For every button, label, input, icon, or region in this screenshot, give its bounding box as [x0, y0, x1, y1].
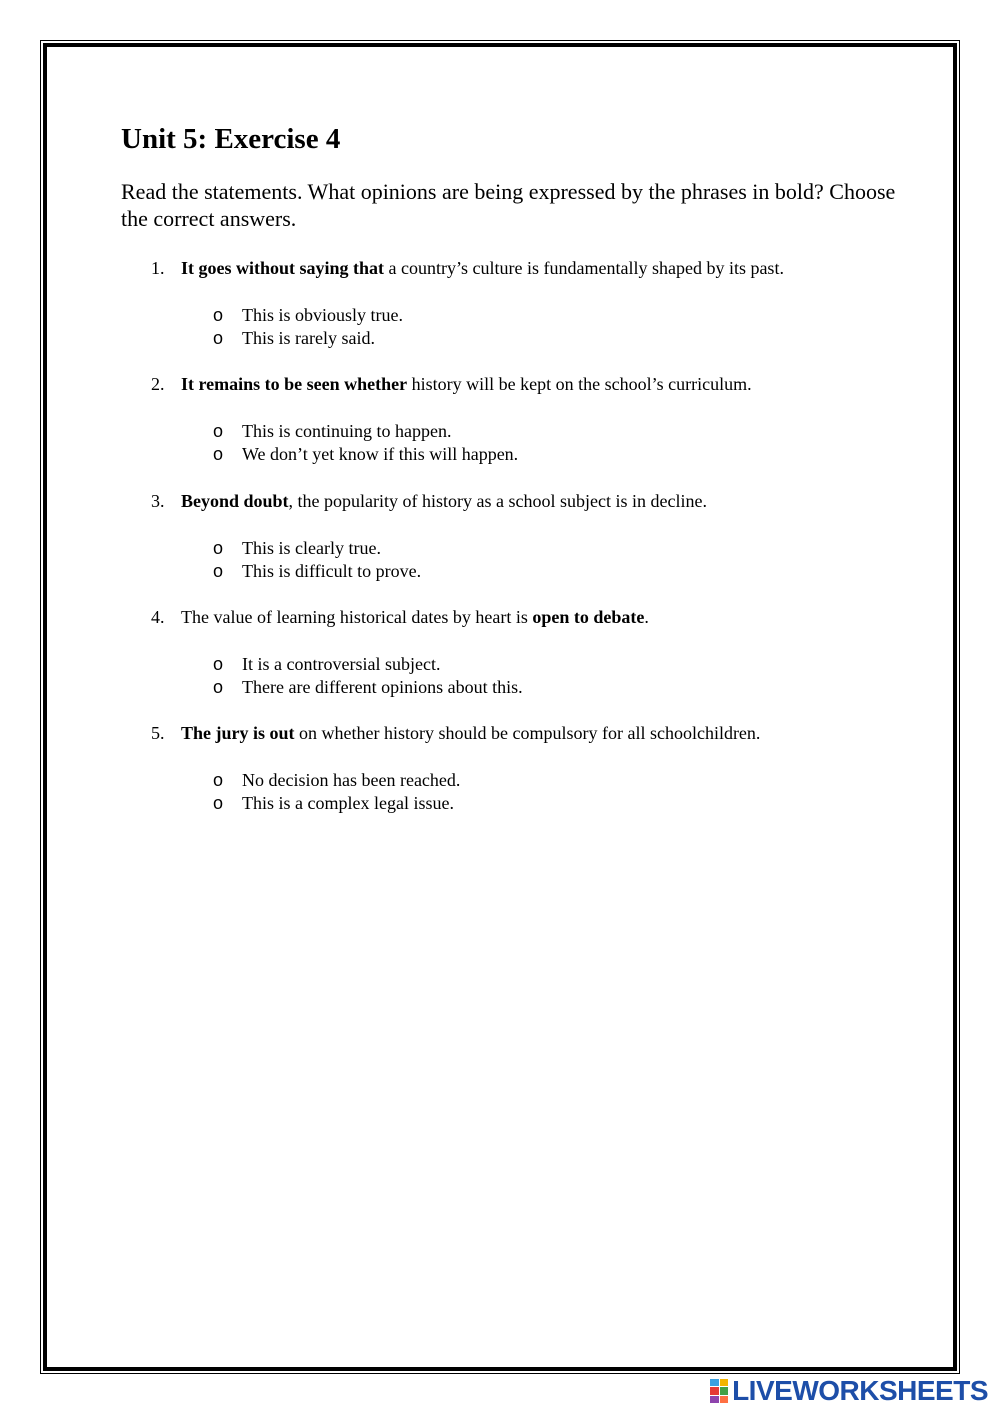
liveworksheets-brand	[710, 1376, 988, 1406]
option-label[interactable]: This is obviously true.	[242, 305, 403, 325]
option-label[interactable]: There are different opinions about this.	[242, 677, 523, 697]
question-number: 5.	[151, 723, 165, 743]
bold-phrase: It remains to be seen whether	[181, 374, 408, 394]
question-number: 1.	[151, 258, 165, 278]
question-number: 4.	[151, 607, 165, 627]
option-label[interactable]: It is a controversial subject.	[242, 654, 441, 674]
question-number: 2.	[151, 374, 165, 394]
question-text: The jury is out on whether history should be compulsory for all schoolchildren.	[181, 723, 761, 743]
page-border-inner	[43, 43, 957, 1371]
option-label[interactable]: This is a complex legal issue.	[242, 793, 454, 813]
bold-phrase: It goes without saying that	[181, 258, 385, 278]
question-number: 3.	[151, 491, 165, 511]
radio-bullet[interactable]: o	[213, 538, 224, 558]
bold-phrase: Beyond doubt	[181, 491, 289, 511]
option-label[interactable]: This is clearly true.	[242, 538, 381, 558]
option-label[interactable]: This is difficult to prove.	[242, 561, 422, 581]
radio-bullet[interactable]: o	[213, 677, 224, 697]
bold-phrase: open to debate	[532, 607, 645, 627]
question-text: Beyond doubt, the popularity of history as a school subject is in decline.	[181, 491, 707, 511]
radio-bullet[interactable]: o	[213, 654, 224, 674]
option-label[interactable]: This is rarely said.	[242, 328, 375, 348]
question-text: It goes without saying that a country’s culture is fundamentally shaped by its past.	[181, 258, 784, 278]
radio-bullet[interactable]: o	[213, 444, 224, 464]
worksheet-content	[121, 120, 901, 813]
radio-bullet[interactable]: o	[213, 561, 224, 581]
worksheet-title: Unit 5: Exercise 4	[121, 123, 341, 155]
option-label[interactable]: This is continuing to happen.	[242, 421, 452, 441]
option-label[interactable]: We don’t yet know if this will happen.	[242, 444, 519, 464]
radio-bullet[interactable]: o	[213, 305, 224, 325]
brand-name: LIVEWORKSHEETS	[732, 1375, 988, 1406]
liveworksheets-logo-icon	[710, 1379, 728, 1403]
radio-bullet[interactable]: o	[213, 421, 224, 441]
question-text: It remains to be seen whether history will be kept on the school’s curriculum.	[181, 374, 752, 394]
option-label[interactable]: No decision has been reached.	[242, 770, 461, 790]
radio-bullet[interactable]: o	[213, 328, 224, 348]
radio-bullet[interactable]: o	[213, 793, 224, 813]
bold-phrase: The jury is out	[181, 723, 295, 743]
radio-bullet[interactable]: o	[213, 770, 224, 790]
instructions: Read the statements. What opinions are being expressed by the phrases in bold? Choose the correct answers.	[121, 179, 896, 231]
question-text: The value of learning historical dates by heart is open to debate.	[181, 607, 649, 627]
